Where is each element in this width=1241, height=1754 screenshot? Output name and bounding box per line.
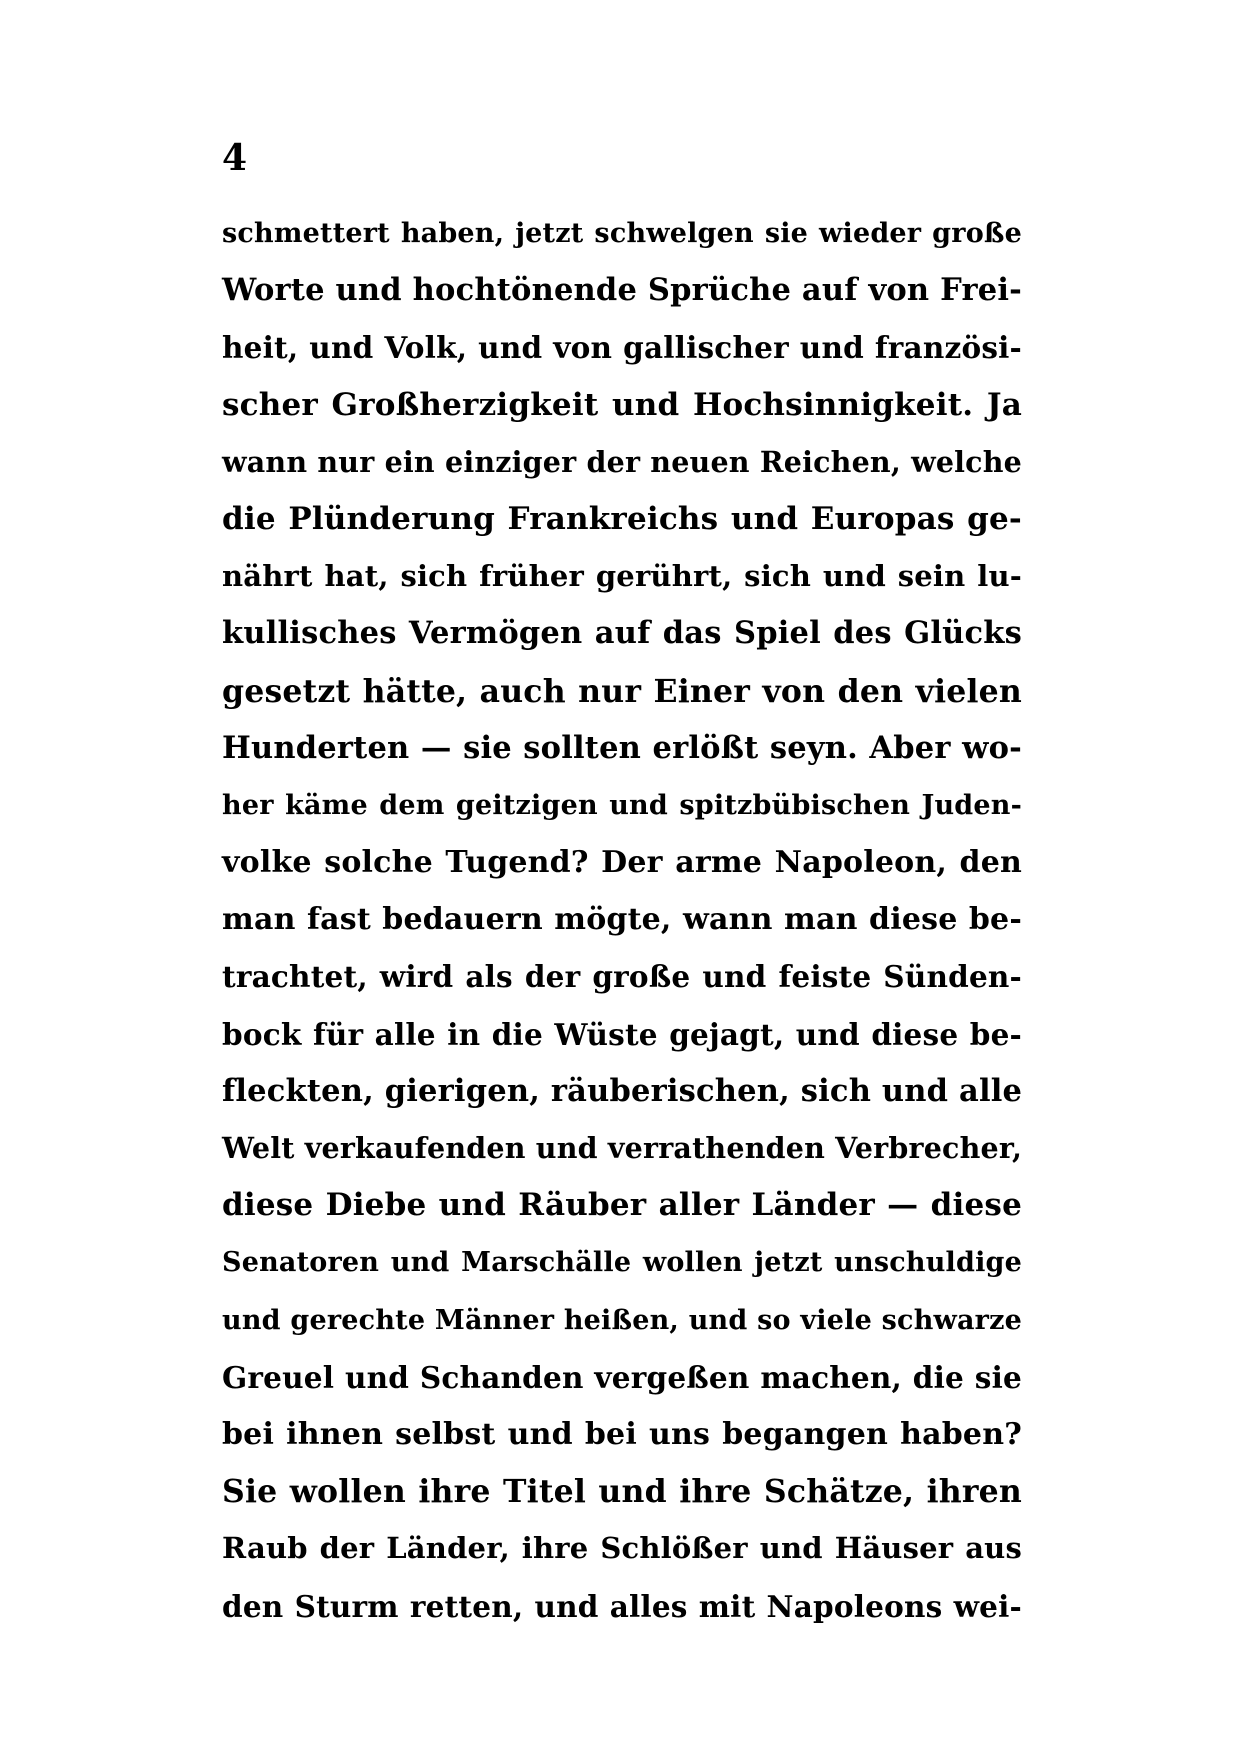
text-line: fleckten, gierigen, räuberischen, sich und alle <box>222 1072 1023 1109</box>
text-line: schmettert haben, jetzt schwelgen sie wieder große <box>222 218 1022 249</box>
text-line: Sie wollen ihre Titel und ihre Schätze, ihren <box>222 1473 1022 1511</box>
text-line: Greuel und Schanden vergeßen machen, die sie <box>222 1359 1022 1395</box>
text-line: und gerechte Männer heißen, und so viele schwarze <box>222 1304 1022 1336</box>
text-line: Senatoren und Marschälle wollen jetzt unschuldige <box>222 1247 1022 1279</box>
text-line: diese Diebe und Räuber aller Länder — diese <box>222 1187 1022 1224</box>
text-line: nährt hat, sich früher gerührt, sich und sein lu- <box>222 559 1022 594</box>
text-line: heit, und Volk, und von gallischer und französi- <box>222 330 1022 366</box>
text-line: gesetzt hätte, auch nur Einer von den vielen <box>222 672 1022 710</box>
text-line: die Plünderung Frankreichs und Europas ge- <box>222 500 1022 537</box>
text-line: scher Großherzigkeit und Hochsinnigkeit. Ja <box>222 386 1022 423</box>
text-line: volke solche Tugend? Der arme Napoleon, den <box>222 845 1022 881</box>
text-line: her käme dem geitzigen und spitzbübischen Juden- <box>222 789 1022 821</box>
text-line: Hunderten — sie sollten erlößt seyn. Aber wo- <box>222 729 1022 766</box>
text-line: kullisches Vermögen auf das Spiel des Glücks <box>222 615 1022 652</box>
body-text <box>222 205 1022 1635</box>
text-line: bock für alle in die Wüste gejagt, und diese be- <box>222 1016 1022 1052</box>
text-line: man fast bedauern mögte, wann man diese be- <box>222 902 1022 938</box>
text-line: trachtet, wird als der große und feiste Sünden- <box>222 959 1022 995</box>
page-number: 4 <box>222 137 248 179</box>
text-line: wann nur ein einziger der neuen Reichen, welche <box>222 444 1022 479</box>
text-line: Raub der Länder, ihre Schlößer und Häuser aus <box>222 1531 1022 1566</box>
text-line: den Sturm retten, und alles mit Napoleons wei- <box>222 1588 1022 1624</box>
text-line: Worte und hochtönende Sprüche auf von Frei- <box>222 272 1022 309</box>
text-line: bei ihnen selbst und bei uns begangen haben? <box>222 1416 1022 1452</box>
text-line: Welt verkaufenden und verrathenden Verbrecher, <box>222 1131 1023 1165</box>
